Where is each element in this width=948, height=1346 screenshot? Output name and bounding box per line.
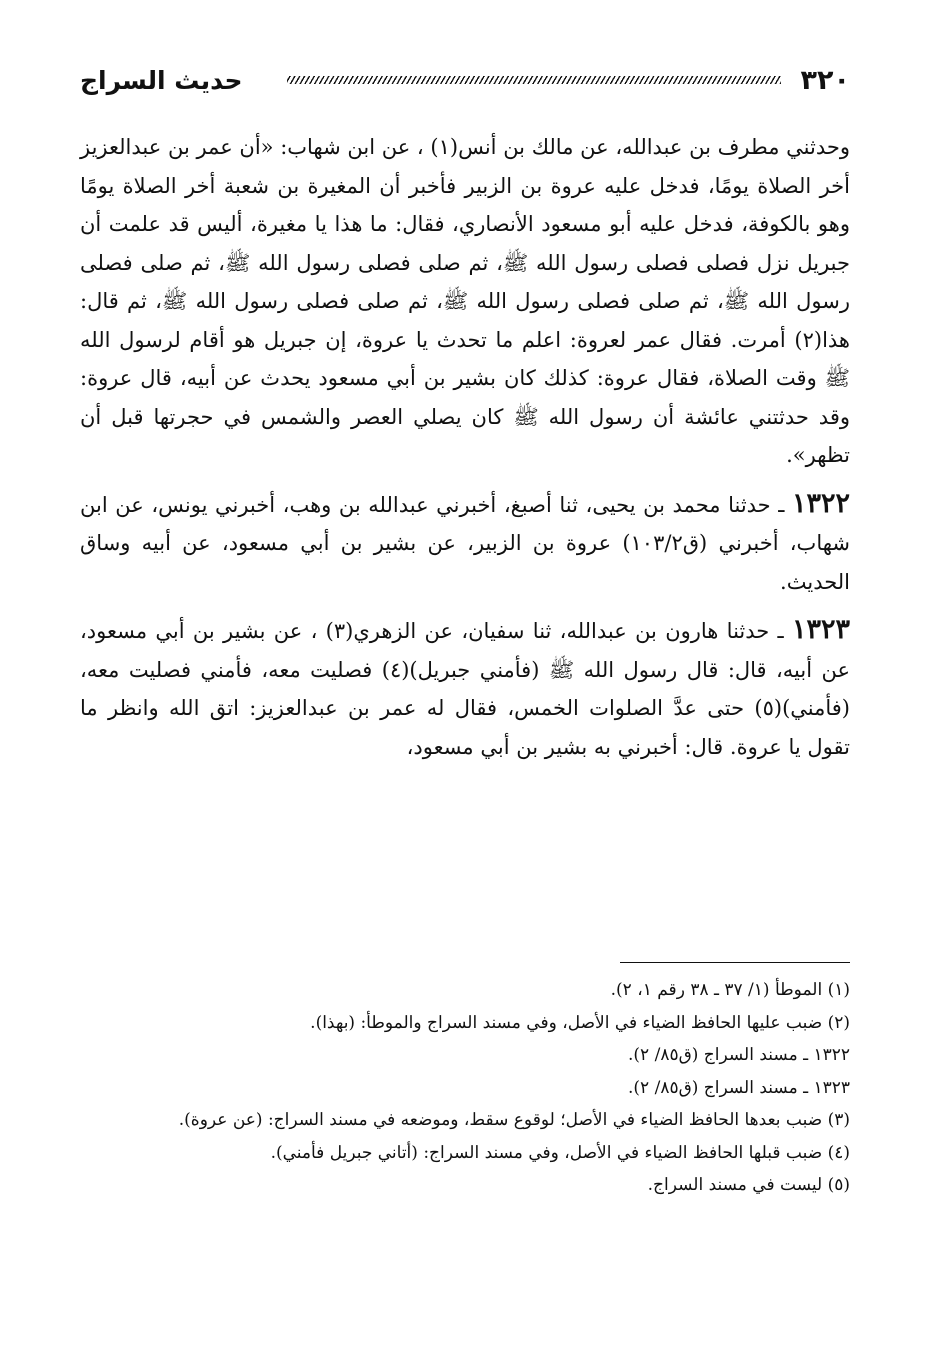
running-title: حديث السراج [80, 65, 243, 95]
footnotes [80, 976, 850, 1204]
paragraph-text: ـ حدثنا هارون بن عبدالله، ثنا سفيان، عن الزهري(٣) ، عن بشير بن أبي مسعود، عن أبيه، قال: قال رسول الله ﷺ (فأمني جبريل)(٤) فصليت معه، فأمني فصليت معه، (فأمني)(٥) حتى عدَّ الصلوات الخمس، فقال له عمر بن عبدالعزيز: اتق الله وانظر ما تقول يا عروة. قال: أخبرني به بشير بن أبي مسعود، [80, 619, 850, 759]
hadith-1322 [80, 485, 850, 602]
paragraph-1321 [80, 128, 850, 475]
footnote-4: (٤) ضبب قبلها الحافظ الضياء في الأصل، وفي مسند السراج: (أتاني جبريل فأمني). [270, 1142, 850, 1163]
paragraph-text: وحدثني مطرف بن عبدالله، عن مالك بن أنس(١) ، عن ابن شهاب: «أن عمر بن عبدالعزيز أخر الصلاة يومًا، فدخل عليه عروة بن الزبير فأخبر أن المغيرة بن شعبة أخر الصلاة يومًا وهو بالكوفة، فدخل عليه أبو مسعود الأنصاري، فقال: ما هذا يا مغيرة، أليس قد علمت أن جبريل نزل فصلى فصلى رسول الله ﷺ، ثم صلى فصلى رسول الله ﷺ، ثم صلى فصلى رسول الله ﷺ، ثم صلى فصلى رسول الله ﷺ، ثم صلى فصلى رسول الله ﷺ، ثم قال: هذا(٢) أمرت. فقال عمر لعروة: اعلم ما تحدث يا عروة، إن جبريل هو أقام لرسول الله ﷺ وقت الصلاة، فقال عروة: كذلك كان بشير بن أبي مسعود يحدث عن أبيه، قال عروة: وقد حدثتني عائشة أن رسول الله ﷺ كان يصلي العصر والشمس في حجرتها قبل أن تظهر». [80, 135, 851, 467]
footnote-1323: ١٣٢٣ ـ مسند السراج (ق٨٥/ ٢). [627, 1077, 850, 1098]
header-ornament-rule [287, 76, 781, 84]
page-header [80, 60, 850, 100]
hadith-1323 [80, 611, 850, 766]
footnote-1: (١) الموطأ (١/ ٣٧ ـ ٣٨ رقم ١، ٢). [610, 980, 850, 1000]
hadith-number: ١٣٢٣ [792, 614, 851, 645]
hadith-number: ١٣٢٢ [791, 487, 850, 519]
page-number: ٣٢٠ [800, 64, 850, 96]
footnote-separator [620, 962, 850, 963]
footnote-2: (٢) ضبب عليها الحافظ الضياء في الأصل، وفي مسند السراج والموطأ: (بهذا). [310, 1012, 850, 1033]
footnote-1322: ١٣٢٢ ـ مسند السراج (ق٨٥/ ٢). [627, 1045, 850, 1065]
footnote-5: (٥) ليست في مسند السراج. [647, 1175, 850, 1195]
paragraph-text: ـ حدثنا محمد بن يحيى، ثنا أصبغ، أخبرني عبدالله بن وهب، أخبرني يونس، عن ابن شهاب، أخبرني (ق١٠٣/٢) عروة بن الزبير، عن بشير بن أبي مسعود، عن أبيه وساق الحديث. [80, 492, 850, 594]
main-text [80, 128, 850, 766]
footnote-3: (٣) ضبب بعدها الحافظ الضياء في الأصل؛ لوقوع سقط، وموضعه في مسند السراج: (عن عروة). [178, 1110, 850, 1130]
